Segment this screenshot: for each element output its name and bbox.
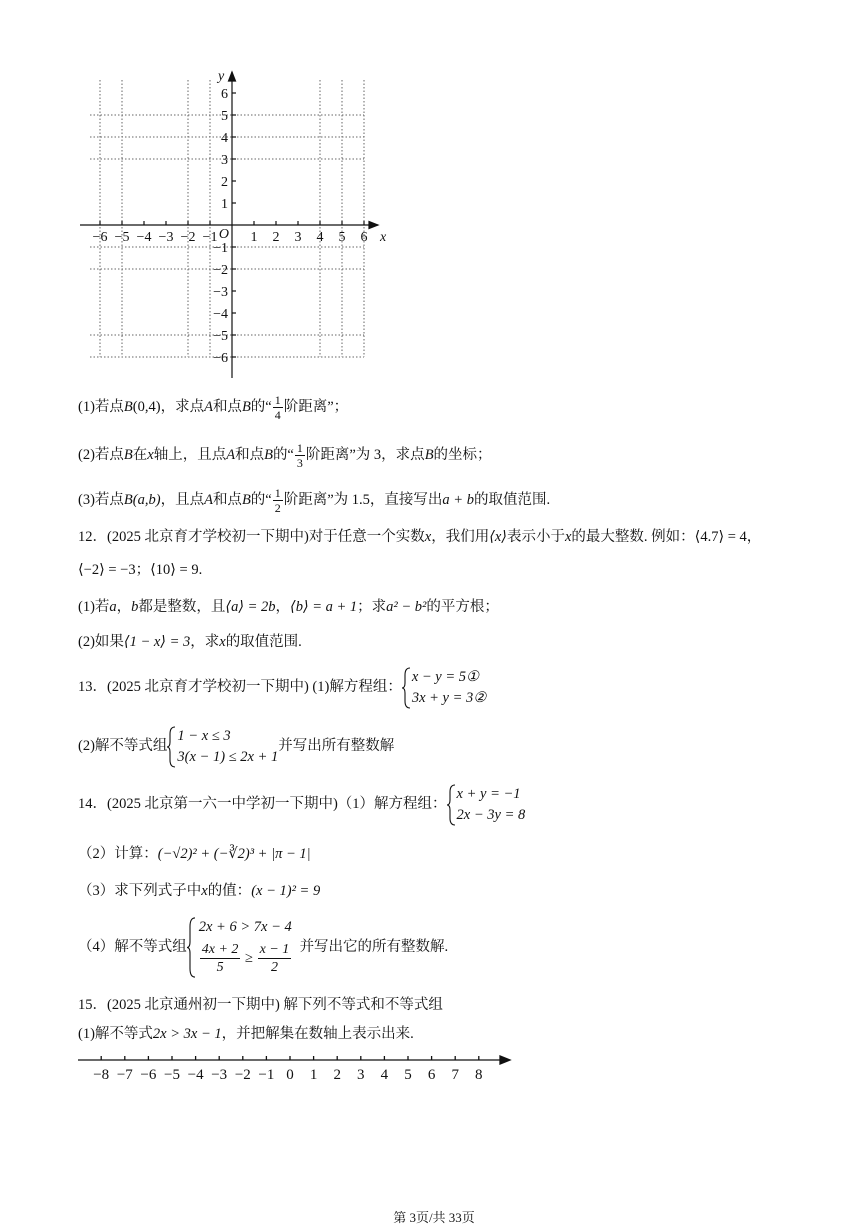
number-line-tick-label: −8 xyxy=(93,1067,110,1083)
q11-part2: (2)若点B在x轴上，且点A和点B的“ $\frac{1}{3}$ 阶距离”为 3，求点B的坐标； xyxy=(78,441,492,470)
x-tick-label: −5 xyxy=(114,230,130,245)
number-line-tick-label: 0 xyxy=(286,1067,294,1083)
page-footer: 第 3页/共 33页 xyxy=(393,1210,475,1225)
number-line-tick-label: −2 xyxy=(234,1067,251,1083)
q14-part3: （3）求下列式子中x的值：(x − 1)² = 9 xyxy=(78,883,321,899)
q12-stem-line1: 12．(2025 北京育才学校初一下期中)对于任意一个实数x，我们用⟨x⟩表示小于x的最大整数. 例如：⟨4.7⟩ = 4， xyxy=(78,529,762,545)
q13-part2: (2)解不等式组 1 − x ≤ 3 3(x − 1) ≤ 2x + 1 并写出所有整数解 xyxy=(78,725,394,768)
equation-system: x + y = −1 2x − 3y = 8 xyxy=(447,784,526,826)
origin-label: O xyxy=(218,227,229,242)
fraction: $\frac{4x + 2}{5}$ xyxy=(201,942,239,976)
number-line-tick-label: 6 xyxy=(427,1067,436,1083)
x-tick-label: −6 xyxy=(92,230,108,245)
y-tick-label: −4 xyxy=(213,307,228,322)
number-line xyxy=(70,1048,520,1088)
q12-part1: (1)若a，b都是整数，且⟨a⟩ = 2b，⟨b⟩ = a + 1；求a² − b²的平方根； xyxy=(78,599,499,615)
number-line-tick-label: 1 xyxy=(309,1067,318,1083)
y-tick-label: 2 xyxy=(221,175,228,190)
number-line-tick-label: −4 xyxy=(187,1067,204,1083)
number-line-arrow-icon xyxy=(500,1056,510,1064)
q13-part1: 13．(2025 北京育才学校初一下期中) (1)解方程组： x − y = 5① 3x + y = 3② xyxy=(78,666,486,709)
q12-part2: (2)如果⟨1 − x⟩ = 3，求x的取值范围. xyxy=(78,634,302,650)
number-line-tick-label: 4 xyxy=(380,1067,389,1083)
y-tick-label: 3 xyxy=(221,153,228,168)
fraction-half: $\frac{1}{2}$ xyxy=(274,486,281,515)
number-line-labels xyxy=(93,1067,482,1083)
x-tick-label: 3 xyxy=(294,230,302,245)
y-axis-label: y xyxy=(218,69,225,84)
inequality-system: 1 − x ≤ 3 3(x − 1) ≤ 2x + 1 xyxy=(167,726,278,768)
inequality-system: 2x + 6 > 7x − 4 $\frac{4x + 2}{5}$ ≥ $\frac{x - 1}{2}$ xyxy=(187,917,293,978)
number-line-tick-label: −7 xyxy=(116,1067,133,1083)
fraction-quarter: $\frac{1}{4}$ xyxy=(274,393,281,422)
number-line-axis xyxy=(78,1056,510,1064)
y-axis-arrow-icon xyxy=(229,72,236,81)
q15-part1: (1)解不等式2x > 3x − 1，并把解集在数轴上表示出来. xyxy=(78,1026,414,1042)
q15-stem: 15．(2025 北京通州初一下期中) 解下列不等式和不等式组 xyxy=(78,997,443,1013)
fraction: $\frac{x - 1}{2}$ xyxy=(259,942,290,976)
number-line-tick-label: −3 xyxy=(211,1067,228,1083)
axis-labels xyxy=(93,69,387,366)
y-tick-label: −2 xyxy=(213,263,228,278)
number-line-tick-label: 8 xyxy=(475,1067,483,1083)
x-axis-label: x xyxy=(380,230,387,245)
coordinate-grid xyxy=(0,60,400,390)
x-tick-label: −1 xyxy=(202,230,218,245)
y-tick-label: 5 xyxy=(221,109,228,124)
x-tick-label: 4 xyxy=(316,230,324,245)
x-tick-label: −3 xyxy=(158,230,174,245)
y-tick-label: 4 xyxy=(221,131,228,146)
q12-stem-line2: ⟨−2⟩ = −3；⟨10⟩ = 9. xyxy=(78,562,203,578)
axes xyxy=(80,72,378,378)
y-tick-label: −3 xyxy=(213,285,228,300)
x-tick-label: 5 xyxy=(338,230,346,245)
brace-icon xyxy=(447,784,456,826)
y-tick-label: −5 xyxy=(213,329,228,344)
q11-part1: (1)若点B(0,4)，求点A和点B的“ $\frac{1}{4}$ 阶距离”； xyxy=(78,393,349,422)
y-tick-label: −1 xyxy=(213,241,228,256)
q11-part3: (3)若点B(a,b)，且点A和点B的“ $\frac{1}{2}$ 阶距离”为 1.5，直接写出a + b的取值范围. xyxy=(78,486,551,515)
y-tick-label: −6 xyxy=(213,351,228,366)
number-line-tick-label: −5 xyxy=(164,1067,180,1083)
x-tick-label: 6 xyxy=(360,230,368,245)
x-axis-arrow-icon xyxy=(369,222,378,229)
number-line-tick-label: −1 xyxy=(258,1067,275,1083)
number-line-tick-label: 2 xyxy=(333,1067,341,1083)
number-line-tick-label: 5 xyxy=(404,1067,412,1083)
brace-icon xyxy=(187,917,196,978)
x-tick-label: −4 xyxy=(136,230,152,245)
number-line-tick-label: 7 xyxy=(451,1067,459,1083)
x-tick-label: 1 xyxy=(250,230,258,245)
x-tick-label: −2 xyxy=(180,230,196,245)
equation-system: x − y = 5① 3x + y = 3② xyxy=(402,667,486,709)
q14-part1: 14．(2025 北京第一六一中学初一下期中)（1）解方程组： x + y = −1 2x − 3y = 8 xyxy=(78,783,525,826)
brace-icon xyxy=(167,726,176,768)
fraction-third: $\frac{1}{3}$ xyxy=(296,441,303,470)
number-line-tick-label: 3 xyxy=(357,1067,365,1083)
y-tick-label: 1 xyxy=(221,197,228,212)
q14-part4: （4）解不等式组 2x + 6 > 7x − 4 $\frac{4x + 2}{5}$ ≥ $\frac{x - 1}{2}$ 并写出它的所有整数解. xyxy=(78,915,448,979)
q14-part2: （2）计算：(−√2)² + (−∛2)³ + |π − 1| xyxy=(78,846,311,862)
y-tick-label: 6 xyxy=(221,87,228,102)
brace-icon xyxy=(402,667,411,709)
number-line-tick-label: −6 xyxy=(140,1067,157,1083)
x-tick-label: 2 xyxy=(272,230,280,245)
